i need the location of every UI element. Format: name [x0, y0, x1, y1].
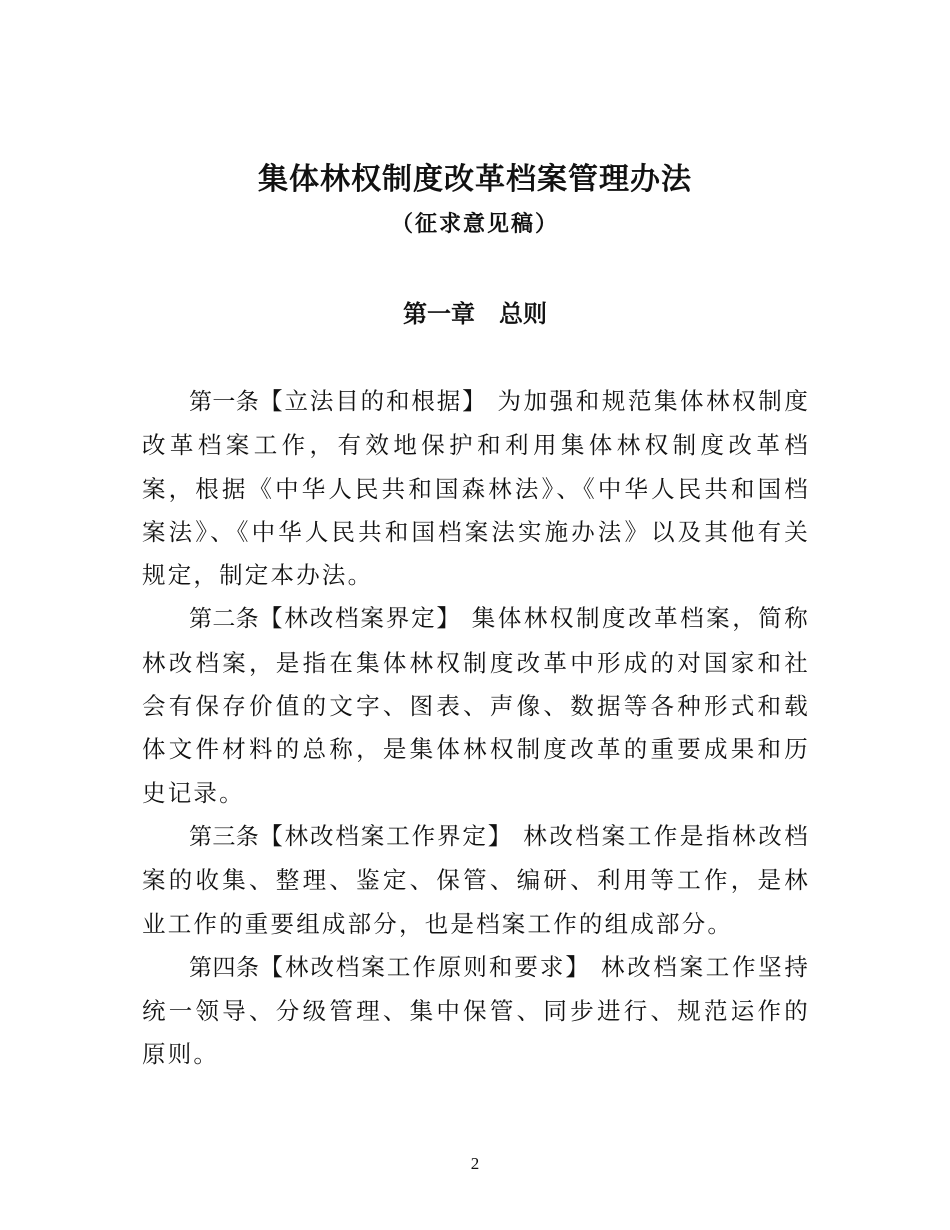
- page-number: 2: [470, 1154, 480, 1173]
- article-text: 林改档案工作是指林改档案的收集、整理、鉴定、保管、编研、利用等工作，是林业工作的重要组成部分，也是档案工作的组成部分。: [142, 821, 811, 938]
- article-number: 第三条: [189, 823, 260, 850]
- article-number: 第一条: [189, 389, 260, 415]
- article-text: 林改档案工作坚持统一领导、分级管理、集中保管、同步进行、规范运作的原则。: [142, 952, 811, 1069]
- article-heading: 【林改档案工作界定】: [259, 821, 514, 850]
- article-4: [142, 946, 810, 1077]
- document-subtitle: （征求意见稿）: [390, 211, 559, 237]
- chapter-heading: 第一章 总则: [403, 300, 547, 328]
- article-heading: 【立法目的和根据】: [259, 387, 488, 415]
- article-2: [142, 597, 810, 814]
- article-number: 第四条: [189, 954, 260, 981]
- article-1: [142, 380, 810, 597]
- article-text: 集体林权制度改革档案，简称林改档案，是指在集体林权制度改革中形成的对国家和社会有保存价值的文字、图表、声像、数据等各种形式和载体文件材料的总称，是集体林权制度改革的重要成果和历史记录。: [142, 604, 811, 807]
- article-heading: 【林改档案界定】: [259, 604, 462, 633]
- article-heading: 【林改档案工作原则和要求】: [259, 952, 591, 981]
- article-3: [142, 815, 810, 946]
- article-number: 第二条: [189, 606, 260, 633]
- document-body: [142, 380, 810, 1077]
- article-text: 为加强和规范集体林权制度改革档案工作，有效地保护和利用集体林权制度改革档案，根据《中华人民共和国森林法》、《中华人民共和国档案法》、《中华人民共和国档案法实施办法》以及其他有关规定，制定本办法。: [142, 387, 811, 590]
- document-title: 集体林权制度改革档案管理办法: [258, 162, 692, 197]
